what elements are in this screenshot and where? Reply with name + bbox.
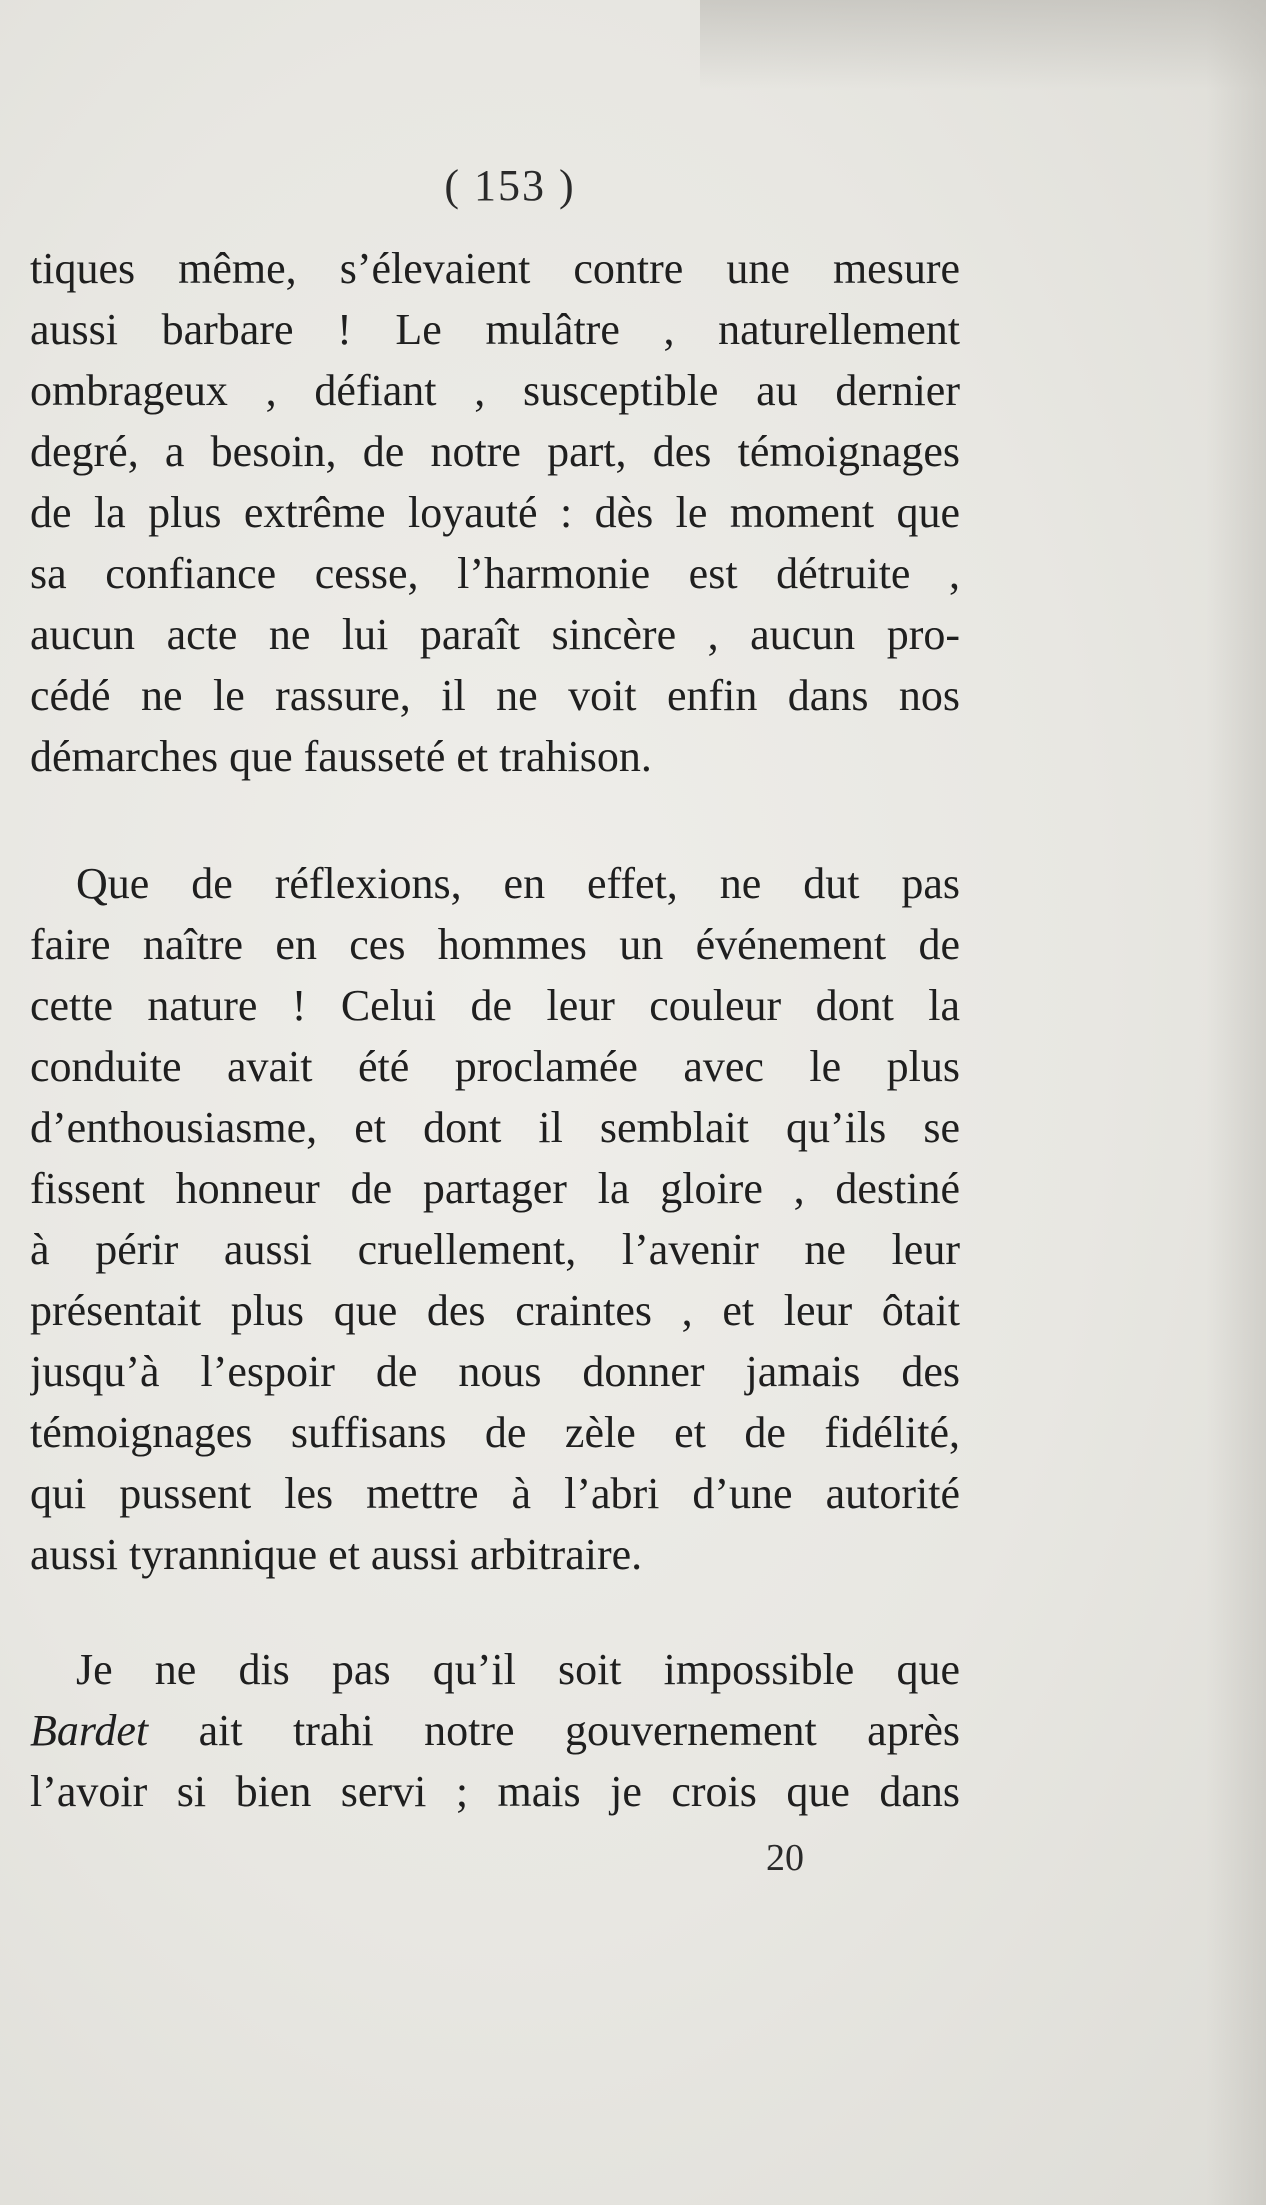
text-line: présentait plus que des craintes , et leur ôtait bbox=[30, 1286, 960, 1335]
text-line: Je ne dis pas qu’il soit impossible que bbox=[76, 1645, 960, 1694]
text-line: faire naître en ces hommes un événement de bbox=[30, 920, 960, 969]
text-line: d’enthousiasme, et dont il semblait qu’ils se bbox=[30, 1103, 960, 1152]
page-shadow-right bbox=[1206, 0, 1266, 2205]
text-line: l’avoir si bien servi ; mais je crois que dans bbox=[30, 1767, 960, 1816]
text-line: fissent honneur de partager la gloire , destiné bbox=[30, 1164, 960, 1213]
italic-name: Bardet bbox=[30, 1706, 149, 1755]
text-line: aussi barbare ! Le mulâtre , naturellement bbox=[30, 305, 960, 354]
text-line: sa confiance cesse, l’harmonie est détruite , bbox=[30, 549, 960, 598]
page-shadow-top bbox=[700, 0, 1266, 90]
text-line: jusqu’à l’espoir de nous donner jamais des bbox=[30, 1347, 960, 1396]
page-number-header: ( 153 ) bbox=[444, 161, 576, 210]
text-line: Que de réflexions, en effet, ne dut pas bbox=[76, 859, 960, 908]
text-line: cédé ne le rassure, il ne voit enfin dans nos bbox=[30, 671, 960, 720]
paragraph-3 bbox=[30, 1639, 960, 1822]
text-line: qui pussent les mettre à l’abri d’une autorité bbox=[30, 1469, 960, 1518]
text-line: aucun acte ne lui paraît sincère , aucun pro- bbox=[30, 610, 960, 659]
text-line: cette nature ! Celui de leur couleur dont la bbox=[30, 981, 960, 1030]
paragraph-1 bbox=[30, 238, 960, 787]
text-line: à périr aussi cruellement, l’avenir ne leur bbox=[30, 1225, 960, 1274]
text-line-with-italic: Bardet ait trahi notre gouvernement après bbox=[30, 1706, 960, 1755]
text-line: ombrageux , défiant , susceptible au dernier bbox=[30, 366, 960, 415]
text-line: conduite avait été proclamée avec le plus bbox=[30, 1042, 960, 1091]
text-line: témoignages suffisans de zèle et de fidélité, bbox=[30, 1408, 960, 1457]
text-line: aussi tyrannique et aussi arbitraire. bbox=[30, 1530, 643, 1579]
text-line: démarches que fausseté et trahison. bbox=[30, 732, 652, 781]
text-line: tiques même, s’élevaient contre une mesure bbox=[30, 244, 960, 293]
text-line: degré, a besoin, de notre part, des témoignages bbox=[30, 427, 960, 476]
paragraph-2 bbox=[30, 853, 960, 1585]
signature-mark: 20 bbox=[766, 1837, 804, 1879]
text-line: de la plus extrême loyauté : dès le moment que bbox=[30, 488, 960, 537]
